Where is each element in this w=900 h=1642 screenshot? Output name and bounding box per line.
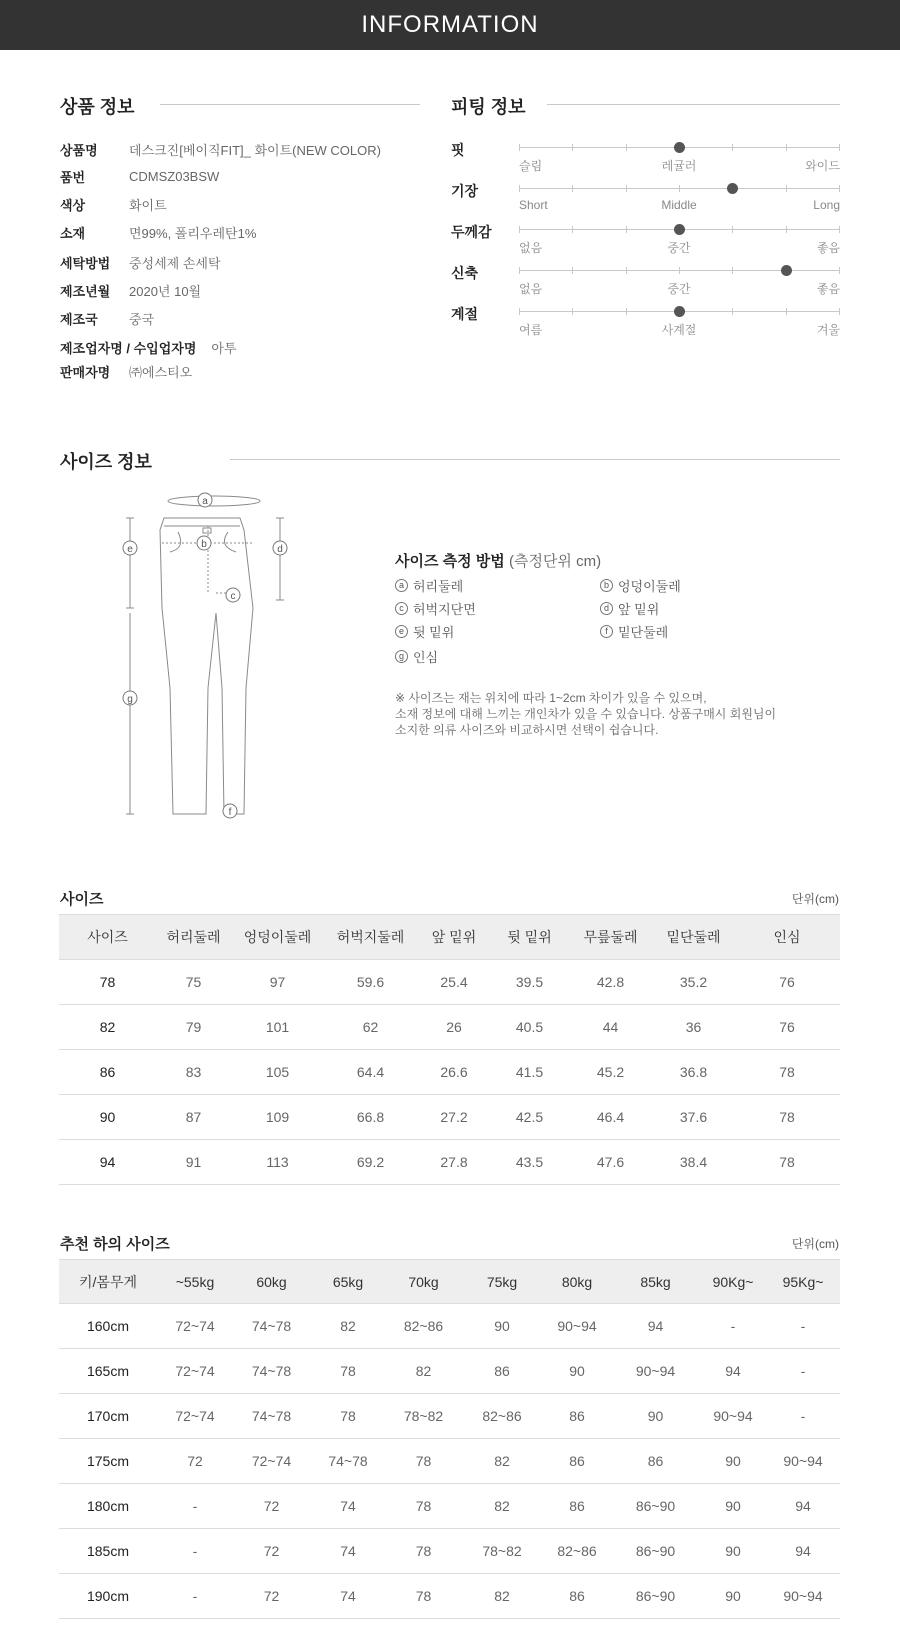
product-info-label: 제조국 [60, 311, 98, 327]
fitting-scale-left-label: 슬림 [519, 159, 543, 173]
table-cell: 97 [231, 960, 324, 1005]
table-cell: 26 [417, 1005, 491, 1050]
table-cell: 25.4 [417, 960, 491, 1005]
table-cell: 86~90 [611, 1484, 700, 1529]
size-table-title: 사이즈 [60, 891, 104, 908]
table-cell: 86~90 [611, 1574, 700, 1619]
marker-a: a [202, 496, 208, 507]
table-cell: 66.8 [324, 1095, 417, 1140]
fitting-scale-mid-label: Middle [661, 198, 697, 212]
table-cell: 62 [324, 1005, 417, 1050]
fitting-scale-track [519, 188, 840, 189]
product-info-label: 제조년월 [60, 283, 111, 299]
table-cell: 41.5 [491, 1050, 568, 1095]
marker-c: c [230, 591, 236, 602]
table-cell: 86 [543, 1484, 611, 1529]
product-info-row [60, 194, 167, 214]
table-cell: 82 [461, 1484, 543, 1529]
table-cell: 36 [653, 1005, 734, 1050]
fitting-info-divider [547, 104, 840, 105]
table-cell: 72~74 [157, 1349, 233, 1394]
column-header: 75kg [461, 1260, 543, 1304]
table-cell: 74 [310, 1484, 386, 1529]
recommend-table-row [59, 1574, 840, 1619]
column-header: 허벅지둘레 [324, 915, 417, 960]
fitting-scale-track [519, 229, 840, 230]
table-cell: 78~82 [386, 1394, 461, 1439]
table-cell: 90~94 [543, 1304, 611, 1349]
fitting-scale-left-label: Short [519, 198, 548, 212]
product-info-row [60, 222, 256, 242]
table-cell: - [766, 1304, 840, 1349]
size-table-row [59, 1140, 840, 1185]
table-cell: 82~86 [386, 1304, 461, 1349]
row-header-cell: 185cm [59, 1529, 157, 1574]
product-info-value: 아투 [211, 340, 237, 356]
fitting-scale-right-label: 겨울 [816, 323, 840, 337]
fitting-row [451, 140, 840, 180]
table-cell: 82~86 [543, 1529, 611, 1574]
measure-marker: c [395, 602, 408, 615]
column-header: 앞 밑위 [417, 915, 491, 960]
table-cell: 69.2 [324, 1140, 417, 1185]
table-cell: 78 [386, 1484, 461, 1529]
scale-tick [572, 144, 573, 151]
column-header: 키/몸무게 [59, 1260, 157, 1304]
table-cell: 38.4 [653, 1140, 734, 1185]
scale-tick [732, 226, 733, 233]
measure-marker: a [395, 579, 408, 592]
fitting-scale-right-label: Long [813, 198, 840, 212]
scale-tick [572, 185, 573, 192]
table-cell: 44 [568, 1005, 653, 1050]
pants-outline [160, 518, 253, 814]
table-cell: 91 [156, 1140, 231, 1185]
waist-guide [168, 496, 260, 506]
table-cell: 90 [700, 1574, 766, 1619]
table-cell: 78 [386, 1574, 461, 1619]
product-info-value: 면99%, 폴리우레탄1% [129, 225, 257, 241]
fitting-label: 기장 [451, 183, 479, 199]
product-info-value: 화이트 [129, 197, 167, 213]
product-info-label: 품번 [60, 169, 86, 185]
measure-marker: d [600, 602, 613, 615]
column-header: 70kg [386, 1260, 461, 1304]
table-cell: 40.5 [491, 1005, 568, 1050]
marker-d: d [277, 544, 283, 555]
table-cell: - [700, 1304, 766, 1349]
measure-label: 엉덩이둘레 [618, 579, 681, 594]
scale-tick [572, 267, 573, 274]
size-table [59, 914, 840, 1185]
recommend-table-row [59, 1304, 840, 1349]
table-cell: 75 [156, 960, 231, 1005]
marker-f: f [228, 807, 232, 818]
table-cell: 76 [734, 960, 840, 1005]
table-cell: 27.2 [417, 1095, 491, 1140]
size-note [395, 690, 776, 738]
table-cell: - [157, 1574, 233, 1619]
size-table-row [59, 1095, 840, 1140]
table-cell: 94 [611, 1304, 700, 1349]
scale-tick [572, 226, 573, 233]
measure-marker: e [395, 625, 408, 638]
fitting-level-indicator [674, 224, 685, 235]
table-cell: 47.6 [568, 1140, 653, 1185]
scale-tick [626, 185, 627, 192]
product-info-value: CDMSZ03BSW [129, 168, 220, 184]
recommend-table-row [59, 1349, 840, 1394]
row-header-cell: 78 [59, 960, 156, 1005]
row-header-cell: 160cm [59, 1304, 157, 1349]
product-info-value: 중국 [129, 311, 155, 327]
product-info-row [60, 308, 154, 328]
scale-tick [626, 267, 627, 274]
scale-tick [732, 144, 733, 151]
measure-label: 밑단둘레 [618, 625, 669, 640]
scale-tick [519, 308, 520, 315]
product-info-value: 2020년 10월 [129, 283, 202, 299]
table-cell: 46.4 [568, 1095, 653, 1140]
fitting-scale-right-label: 와이드 [805, 159, 840, 173]
table-cell: 90 [461, 1304, 543, 1349]
table-cell: 94 [700, 1349, 766, 1394]
table-cell: 72~74 [157, 1304, 233, 1349]
measure-item [395, 647, 438, 666]
row-header-cell: 94 [59, 1140, 156, 1185]
size-info-title: 사이즈 정보 [60, 452, 152, 472]
measure-title: 사이즈 측정 방법 (측정단위 cm) [395, 553, 602, 570]
table-cell: 94 [766, 1484, 840, 1529]
row-header-cell: 90 [59, 1095, 156, 1140]
scale-tick [786, 308, 787, 315]
scale-tick [839, 144, 840, 151]
table-cell: 72~74 [233, 1439, 310, 1484]
table-cell: 74~78 [233, 1349, 310, 1394]
scale-tick [839, 267, 840, 274]
recommend-table [59, 1259, 840, 1619]
measure-label: 허리둘레 [413, 579, 464, 594]
product-info-label: 판매자명 [60, 364, 111, 380]
scale-tick [626, 144, 627, 151]
scale-tick [839, 226, 840, 233]
table-cell: 72 [157, 1439, 233, 1484]
measure-label: 앞 밑위 [618, 602, 660, 617]
size-info-divider [230, 459, 840, 460]
table-cell: 78 [386, 1439, 461, 1484]
table-cell: 72 [233, 1529, 310, 1574]
fitting-scale-left-label: 여름 [519, 323, 543, 337]
size-table-row [59, 1050, 840, 1095]
row-header-cell: 165cm [59, 1349, 157, 1394]
measure-item [395, 599, 476, 618]
table-cell: 90 [700, 1484, 766, 1529]
table-cell: 74 [310, 1529, 386, 1574]
row-header-cell: 190cm [59, 1574, 157, 1619]
fitting-scale-track [519, 270, 840, 271]
table-cell: 27.8 [417, 1140, 491, 1185]
column-header: 80kg [543, 1260, 611, 1304]
column-header: 65kg [310, 1260, 386, 1304]
fitting-scale-mid-label: 중간 [667, 241, 691, 255]
table-cell: - [157, 1484, 233, 1529]
table-cell: 42.8 [568, 960, 653, 1005]
table-cell: 78 [310, 1394, 386, 1439]
measure-label: 허벅지단면 [413, 602, 476, 617]
header-bar [0, 0, 900, 50]
fitting-label: 신축 [451, 265, 479, 281]
table-cell: 82 [461, 1574, 543, 1619]
table-cell: 37.6 [653, 1095, 734, 1140]
measure-method [395, 550, 815, 571]
scale-tick [679, 185, 680, 192]
scale-tick [519, 144, 520, 151]
product-info-label: 상품명 [60, 142, 98, 158]
fitting-scale-left-label: 없음 [519, 241, 543, 255]
measure-label: 뒷 밑위 [413, 625, 455, 640]
table-cell: 72 [233, 1484, 310, 1529]
note-line: 소재 정보에 대해 느끼는 개인차가 있을 수 있습니다. 상품구매시 회원님이 [395, 707, 777, 721]
table-cell: 78 [734, 1140, 840, 1185]
table-cell: 86 [543, 1574, 611, 1619]
table-cell: 78 [734, 1050, 840, 1095]
size-table-row [59, 960, 840, 1005]
column-header: 밑단둘레 [653, 915, 734, 960]
fitting-label: 두께감 [451, 224, 492, 240]
column-header: 뒷 밑위 [491, 915, 568, 960]
measure-item [395, 576, 463, 595]
column-header: 허리둘레 [156, 915, 231, 960]
table-cell: 86~90 [611, 1529, 700, 1574]
table-cell: 39.5 [491, 960, 568, 1005]
table-cell: 79 [156, 1005, 231, 1050]
scale-tick [732, 308, 733, 315]
scale-tick [679, 267, 680, 274]
fitting-row [451, 181, 840, 221]
recommend-table-row [59, 1439, 840, 1484]
recommend-table-unit: 단위(cm) [791, 1237, 839, 1251]
column-header: 60kg [233, 1260, 310, 1304]
row-header-cell: 180cm [59, 1484, 157, 1529]
scale-tick [786, 226, 787, 233]
table-cell: 90 [611, 1394, 700, 1439]
table-cell: 113 [231, 1140, 324, 1185]
table-cell: 90~94 [700, 1394, 766, 1439]
table-cell: 86 [611, 1439, 700, 1484]
column-header: 무릎둘레 [568, 915, 653, 960]
measure-item [600, 576, 681, 595]
marker-b: b [201, 539, 207, 550]
fitting-level-indicator [727, 183, 738, 194]
table-cell: 90 [543, 1349, 611, 1394]
scale-tick [839, 308, 840, 315]
row-header-cell: 170cm [59, 1394, 157, 1439]
table-cell: 109 [231, 1095, 324, 1140]
product-info-row [60, 139, 381, 159]
measure-label: 인심 [413, 650, 439, 665]
recommend-table-row [59, 1484, 840, 1529]
table-cell: 82~86 [461, 1394, 543, 1439]
product-info-divider [160, 104, 420, 105]
table-cell: - [766, 1349, 840, 1394]
measure-item [395, 622, 454, 641]
fitting-label: 계절 [451, 306, 479, 322]
row-header-cell: 86 [59, 1050, 156, 1095]
recommend-table-title: 추천 하의 사이즈 [60, 1236, 170, 1253]
product-info-label: 색상 [60, 197, 86, 213]
table-cell: 74~78 [233, 1394, 310, 1439]
measure-marker: b [600, 579, 613, 592]
product-info-row [60, 361, 192, 381]
table-cell: 101 [231, 1005, 324, 1050]
measure-marker: g [395, 650, 408, 663]
table-cell: 72~74 [157, 1394, 233, 1439]
row-header-cell: 175cm [59, 1439, 157, 1484]
column-header: 90Kg~ [700, 1260, 766, 1304]
marker-g: g [127, 694, 133, 705]
table-cell: 72 [233, 1574, 310, 1619]
product-info-row [60, 337, 237, 357]
table-cell: 90 [700, 1439, 766, 1484]
fitting-level-indicator [674, 142, 685, 153]
product-info-row [60, 280, 201, 300]
table-cell: 74 [310, 1574, 386, 1619]
note-line: 소지한 의류 사이즈와 비교하시면 선택이 쉽습니다. [395, 723, 659, 737]
fitting-row [451, 304, 840, 344]
scale-tick [626, 226, 627, 233]
column-header: 95Kg~ [766, 1260, 840, 1304]
table-cell: 78 [386, 1529, 461, 1574]
scale-tick [519, 226, 520, 233]
column-header: 인심 [734, 915, 840, 960]
measure-marker: f [600, 625, 613, 638]
fitting-scale-mid-label: 사계절 [661, 323, 697, 337]
size-table-row [59, 1005, 840, 1050]
measure-item [600, 599, 659, 618]
product-info-value: 중성세제 손세탁 [129, 255, 221, 271]
table-cell: 90~94 [766, 1439, 840, 1484]
product-info-label: 소재 [60, 225, 86, 241]
table-cell: 82 [461, 1439, 543, 1484]
pants-diagram [118, 488, 308, 833]
recommend-table-row [59, 1394, 840, 1439]
table-cell: 90~94 [766, 1574, 840, 1619]
table-cell: 36.8 [653, 1050, 734, 1095]
table-cell: 45.2 [568, 1050, 653, 1095]
table-cell: 59.6 [324, 960, 417, 1005]
product-info-value: 데스크진[베이직FIT]_ 화이트(NEW COLOR) [129, 142, 381, 158]
table-cell: 83 [156, 1050, 231, 1095]
table-cell: 74~78 [233, 1304, 310, 1349]
fitting-scale-mid-label: 레귤러 [661, 159, 697, 173]
fitting-level-indicator [781, 265, 792, 276]
scale-tick [732, 267, 733, 274]
table-cell: 26.6 [417, 1050, 491, 1095]
fitting-row [451, 222, 840, 262]
scale-tick [839, 185, 840, 192]
fitting-label: 핏 [451, 142, 465, 158]
row-header-cell: 82 [59, 1005, 156, 1050]
recommend-table-row [59, 1529, 840, 1574]
product-info-label: 세탁방법 [60, 255, 111, 271]
column-header: 사이즈 [59, 915, 156, 960]
table-cell: 43.5 [491, 1140, 568, 1185]
fitting-scale-mid-label: 중간 [667, 282, 691, 296]
column-header: ~55kg [157, 1260, 233, 1304]
product-info-label: 제조업자명 / 수입업자명 [60, 340, 197, 356]
table-cell: 64.4 [324, 1050, 417, 1095]
scale-tick [786, 185, 787, 192]
table-cell: 105 [231, 1050, 324, 1095]
scale-tick [786, 144, 787, 151]
column-header: 85kg [611, 1260, 700, 1304]
table-cell: 86 [543, 1394, 611, 1439]
table-cell: 90~94 [611, 1349, 700, 1394]
table-cell: 82 [386, 1349, 461, 1394]
table-cell: 35.2 [653, 960, 734, 1005]
fitting-scale-right-label: 좋음 [816, 282, 840, 296]
scale-tick [519, 185, 520, 192]
table-cell: 87 [156, 1095, 231, 1140]
fitting-scale-left-label: 없음 [519, 282, 543, 296]
table-cell: 78~82 [461, 1529, 543, 1574]
product-info-value: ㈜에스티오 [129, 364, 193, 380]
table-cell: 76 [734, 1005, 840, 1050]
fitting-scale-track [519, 147, 840, 148]
note-line: ※ 사이즈는 재는 위치에 따라 1~2cm 차이가 있을 수 있으며, [395, 691, 707, 705]
page-title: INFORMATION [361, 11, 539, 38]
table-cell: - [766, 1394, 840, 1439]
fitting-scale-right-label: 좋음 [816, 241, 840, 255]
product-info-title: 상품 정보 [60, 97, 135, 117]
table-cell: - [157, 1529, 233, 1574]
size-table-unit: 단위(cm) [791, 892, 839, 906]
fitting-row [451, 263, 840, 303]
marker-e: e [127, 544, 133, 555]
table-cell: 74~78 [310, 1439, 386, 1484]
measure-item [600, 622, 668, 641]
table-cell: 86 [461, 1349, 543, 1394]
table-cell: 90 [700, 1529, 766, 1574]
scale-tick [572, 308, 573, 315]
table-cell: 86 [543, 1439, 611, 1484]
scale-tick [519, 267, 520, 274]
table-cell: 94 [766, 1529, 840, 1574]
table-cell: 82 [310, 1304, 386, 1349]
column-header: 엉덩이둘레 [231, 915, 324, 960]
table-cell: 78 [310, 1349, 386, 1394]
fitting-info-title: 피팅 정보 [451, 97, 526, 117]
table-cell: 42.5 [491, 1095, 568, 1140]
product-info-row [60, 166, 219, 186]
product-info-row [60, 252, 221, 272]
scale-tick [626, 308, 627, 315]
fitting-level-indicator [674, 306, 685, 317]
fitting-scale-track [519, 311, 840, 312]
table-cell: 78 [734, 1095, 840, 1140]
